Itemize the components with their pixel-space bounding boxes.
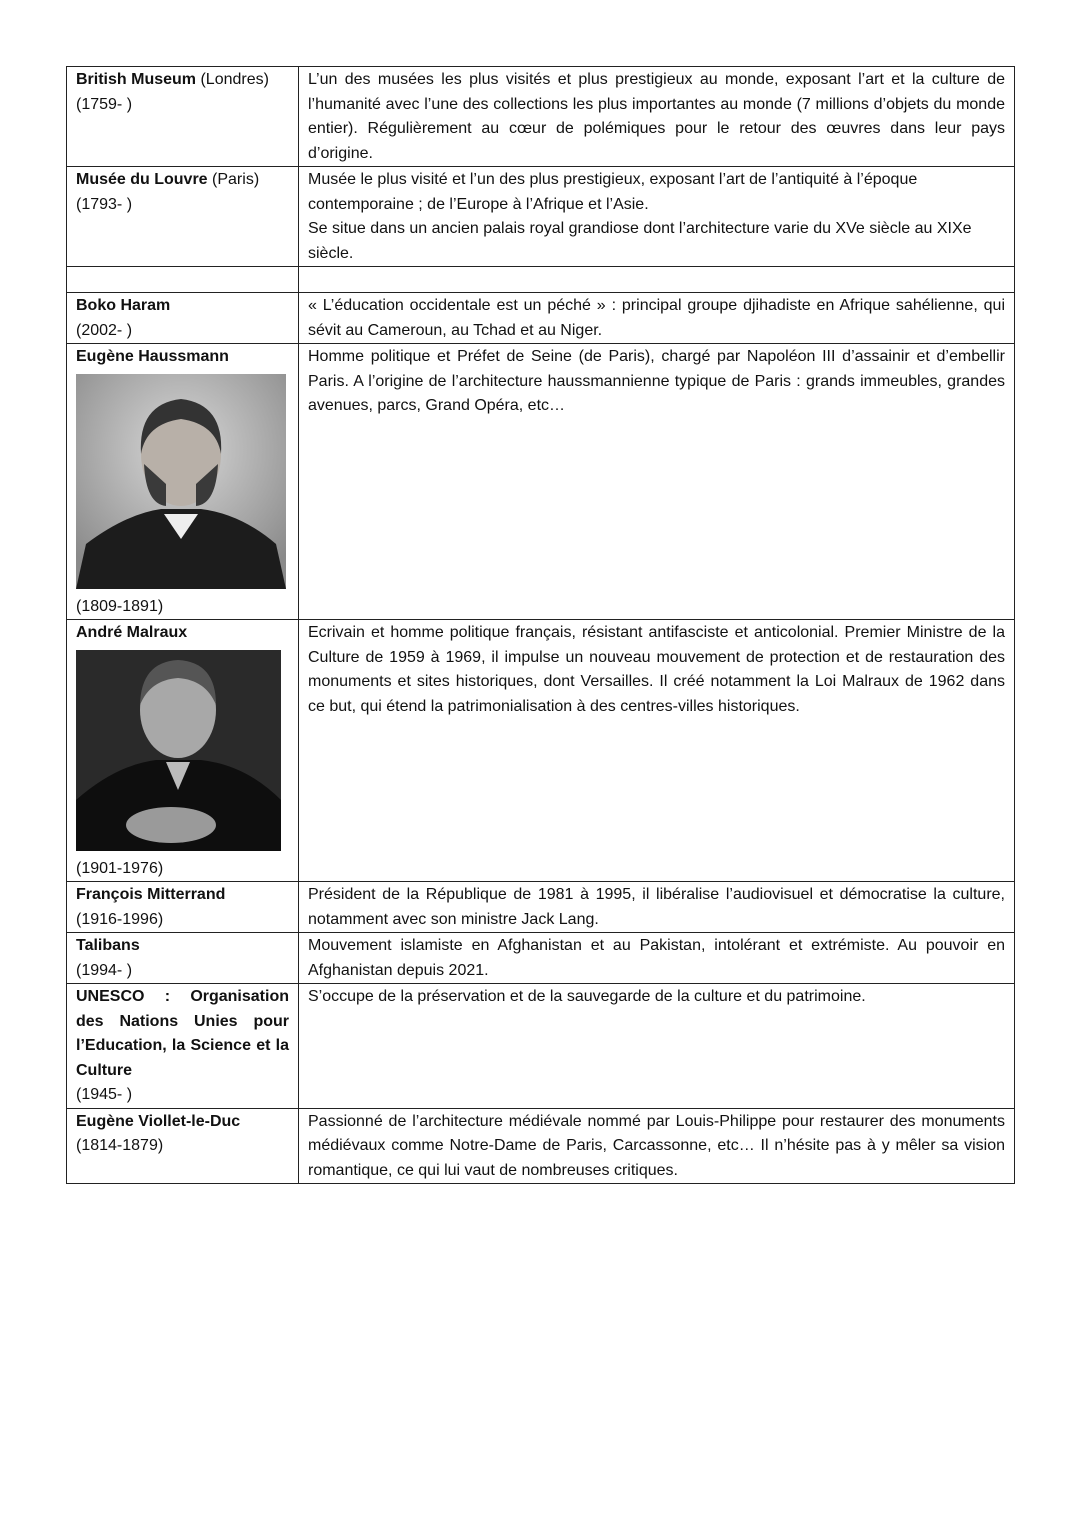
empty-cell bbox=[67, 267, 299, 293]
definition-cell: Passionné de l’architecture médiévale nommé par Louis-Philippe pour restaurer des monuments médiévaux comme Notre-Dame de Paris, Carcassonne, etc… Il n’hésite pas à y mêler sa vision romantique, ce qui lui vaut de nombreuses critiques. bbox=[299, 1108, 1015, 1184]
haussmann-portrait bbox=[76, 374, 286, 589]
table-row bbox=[67, 933, 1015, 984]
term-dates: (1809-1891) bbox=[76, 597, 164, 615]
table-row bbox=[67, 67, 1015, 167]
glossary-table bbox=[66, 66, 1015, 1184]
definition-cell: Ecrivain et homme politique français, résistant antifasciste et anticolonial. Premier Ministre de la Culture de 1959 à 1969, il impulse un nouveau mouvement de protection et de restauration des monuments et sites historiques, dont Versailles. Il créé notamment la Loi Malraux de 1962 dans ce but, qui étend la patrimonialisation à des centres-villes historiques. bbox=[299, 620, 1015, 882]
term-name: Eugène Haussmann bbox=[76, 348, 229, 365]
term-dates: (1793- ) bbox=[76, 195, 133, 213]
term-name: Boko Haram bbox=[76, 297, 171, 314]
definition-cell: Mouvement islamiste en Afghanistan et au Pakistan, intolérant et extrémiste. Au pouvoir en Afghanistan depuis 2021. bbox=[299, 933, 1015, 984]
term-cell bbox=[67, 933, 299, 984]
term-name: François Mitterrand bbox=[76, 886, 226, 903]
term-dates: (1759- ) bbox=[76, 95, 133, 113]
term-dates: (1945- ) bbox=[76, 1086, 133, 1103]
term-name: André Malraux bbox=[76, 624, 188, 641]
definition-cell bbox=[299, 167, 1015, 267]
term-cell bbox=[67, 984, 299, 1109]
definition-cell: S’occupe de la préservation et de la sauvegarde de la culture et du patrimoine. bbox=[299, 984, 1015, 1109]
term-cell bbox=[67, 882, 299, 933]
table-row bbox=[67, 293, 1015, 344]
table-row bbox=[67, 344, 1015, 620]
definition-cell: Président de la République de 1981 à 1995, il libéralise l’audiovisuel et démocratise la culture, notamment avec son ministre Jack Lang. bbox=[299, 882, 1015, 933]
table-row bbox=[67, 984, 1015, 1109]
term-name: British Museum bbox=[76, 71, 197, 88]
malraux-portrait bbox=[76, 650, 281, 851]
term-dates: (1916-1996) bbox=[76, 910, 164, 928]
term-name: Musée du Louvre bbox=[76, 171, 208, 188]
term-place: (Londres) bbox=[200, 71, 269, 88]
definition-text: Se situe dans un ancien palais royal grandiose dont l’architecture varie du XVe siècle au XIXe siècle. bbox=[308, 220, 972, 262]
term-cell bbox=[67, 167, 299, 267]
term-name: Talibans bbox=[76, 937, 140, 954]
definition-cell: Homme politique et Préfet de Seine (de Paris), chargé par Napoléon III d’assainir et d’embellir Paris. A l’origine de l’architecture haussmannienne typique de Paris : grands immeubles, grandes avenues, parcs, Grand Opéra, etc… bbox=[299, 344, 1015, 620]
term-place: (Paris) bbox=[212, 171, 260, 188]
empty-cell bbox=[299, 267, 1015, 293]
term-dates: (1994- ) bbox=[76, 961, 133, 979]
definition-cell: L’un des musées les plus visités et plus prestigieux au monde, exposant l’art et la culture de l’humanité avec l’une des collections les plus importantes au monde (7 millions d’objets du monde entier). Régulièrement au cœur de polémiques pour le retour des œuvres dans leur pays d’origine. bbox=[299, 67, 1015, 167]
table-row bbox=[67, 1108, 1015, 1184]
table-row bbox=[67, 167, 1015, 267]
term-cell bbox=[67, 67, 299, 167]
term-dates: (2002- ) bbox=[76, 321, 133, 339]
term-cell bbox=[67, 620, 299, 882]
term-dates: (1901-1976) bbox=[76, 859, 164, 877]
definition-cell: « L’éducation occidentale est un péché » : principal groupe djihadiste en Afrique sahélienne, qui sévit au Cameroun, au Tchad et au Niger. bbox=[299, 293, 1015, 344]
term-dates: (1814-1879) bbox=[76, 1137, 164, 1154]
term-name: UNESCO : Organisation des Nations Unies pour l’Education, la Science et la Culture bbox=[76, 988, 289, 1079]
term-cell bbox=[67, 344, 299, 620]
term-name: Eugène Viollet-le-Duc bbox=[76, 1112, 241, 1130]
term-cell bbox=[67, 293, 299, 344]
table-row bbox=[67, 620, 1015, 882]
empty-row bbox=[67, 267, 1015, 293]
term-cell bbox=[67, 1108, 299, 1184]
table-row bbox=[67, 882, 1015, 933]
definition-text: Musée le plus visité et l’un des plus prestigieux, exposant l’art de l’antiquité à l’époque contemporaine ; de l’Europe à l’Afrique et l’Asie. bbox=[308, 171, 918, 213]
